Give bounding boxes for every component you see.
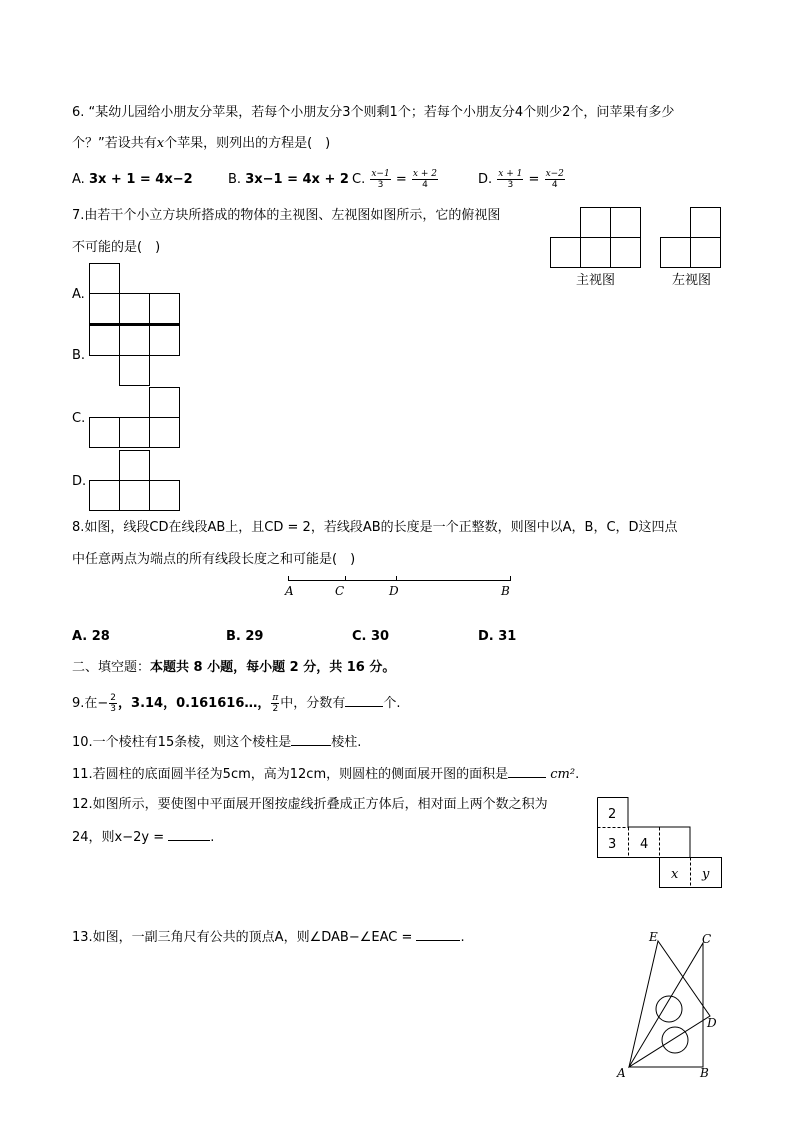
q7-options-figure (89, 263, 181, 513)
q7-front-view-label: 主视图 (576, 273, 616, 288)
q6-option-d (478, 168, 566, 192)
q11-text-a: 11.若圆柱的底面圆半径为5cm，高为12cm，则圆柱的侧面展开图的面积是 (72, 767, 509, 782)
q12-cube-net-figure (597, 797, 723, 889)
q6-line2-suffix: 个苹果，则列出的方程是( ) (164, 136, 331, 151)
q7-front-view-figure (550, 207, 642, 271)
q6-line1: 6. “某幼儿园给小朋友分苹果，若每个小朋友分3个则剩1个；若每个小朋友分4个则少2个，问苹果有多少 (72, 105, 675, 120)
q10 (72, 733, 361, 752)
q6-option-a (72, 171, 193, 189)
q6-option-d-frac2: $\frac{x-2}{4}$ (545, 169, 564, 190)
q12-cell-2: 2 (608, 807, 617, 822)
q12-cell-4: 4 (640, 837, 649, 852)
q8-point-c: C (335, 584, 345, 598)
q9-frac-pi-half: $\frac{\pi}{2}$ (272, 693, 279, 714)
q11-unit: cm² (550, 767, 576, 782)
q6-variable: x (156, 136, 165, 151)
q7-left-view-figure (660, 207, 722, 271)
q6-option-b (228, 171, 349, 189)
q13-label-a: A (617, 1066, 626, 1080)
q13-label-d: D (707, 1016, 717, 1030)
q9-text-a: 9.在− (72, 696, 109, 711)
q12-line2-end: . (210, 830, 215, 845)
q11-text-b: . (575, 767, 580, 782)
q7-option-b-label: B. (72, 348, 86, 363)
q8-option-a: A. 28 (72, 629, 110, 644)
q9-text-b: ，3.14，0.161616…， (118, 696, 271, 711)
q8-point-b: B (501, 584, 510, 598)
q6-option-a-label: A. (72, 172, 85, 187)
q7-option-d-label: D. (72, 474, 87, 489)
q8-option-b: B. 29 (226, 629, 264, 644)
q6-line2-prefix: 个？”若设共有 (72, 136, 157, 151)
q10-text-b: 棱柱. (331, 735, 362, 750)
q6-option-a-text: 3x + 1 = 4x−2 (88, 172, 193, 187)
q9 (72, 692, 400, 716)
q13-triangle-figure (612, 928, 722, 1083)
q13-label-b: B (700, 1066, 709, 1080)
q13-label-c: C (702, 932, 712, 946)
q6-option-c-label: C. (352, 172, 366, 187)
q13-answer-blank[interactable] (416, 928, 460, 941)
q6-option-d-frac1: $\frac{x + 1}{3}$ (498, 169, 523, 190)
q6-option-b-label: B. (228, 172, 242, 187)
section2-heading (72, 659, 395, 677)
q10-text-a: 10.一个棱柱有15条棱，则这个棱柱是 (72, 735, 292, 750)
q8-point-d: D (389, 584, 399, 598)
q8-line2: 中任意两点为端点的所有线段长度之和可能是( ) (72, 552, 356, 567)
q13-text-b: . (460, 930, 465, 945)
q11-answer-blank[interactable] (508, 765, 546, 778)
q12-line1: 12.如图所示，要使图中平面展开图按虚线折叠成正方体后，相对面上两个数之积为 (72, 797, 548, 812)
q7-line2: 不可能的是( ) (72, 240, 161, 255)
q6-line2 (72, 135, 330, 153)
q8-segment-figure (285, 574, 515, 600)
q6-option-b-text: 3x−1 = 4x + 2 (245, 172, 349, 187)
q6-option-c-eq: = (395, 172, 407, 187)
q12-line2 (72, 828, 214, 847)
q13-label-e: E (649, 930, 658, 944)
q7-option-a-label: A. (72, 287, 85, 302)
q8-option-d: D. 31 (478, 629, 517, 644)
section2-text: 本题共 8 小题，每小题 2 分，共 16 分。 (150, 660, 396, 675)
q12-cell-y: y (702, 867, 710, 882)
q13-text-a: 13.如图，一副三角尺有公共的顶点A，则∠DAB−∠EAC = (72, 930, 413, 945)
q6-option-c (352, 168, 439, 192)
q6-option-c-frac1: $\frac{x-1}{3}$ (371, 169, 390, 190)
q7-option-c-label: C. (72, 411, 86, 426)
q6-option-c-frac2: $\frac{x + 2}{4}$ (412, 169, 437, 190)
q9-text-c: 中，分数有 (280, 696, 346, 711)
q9-frac-two-thirds: $\frac{2}{3}$ (110, 693, 117, 714)
q10-answer-blank[interactable] (291, 733, 331, 746)
q12-cell-x: x (671, 867, 679, 882)
q12-answer-blank[interactable] (168, 828, 210, 841)
q12-cell-3: 3 (608, 837, 617, 852)
q11 (72, 765, 579, 784)
q6-option-d-label: D. (478, 172, 493, 187)
q8-line1: 8.如图，线段CD在线段AB上，且CD = 2，若线段AB的长度是一个正整数，则图中以A，B，C，D这四点 (72, 520, 678, 535)
q9-answer-blank[interactable] (345, 694, 383, 707)
q8-point-a: A (285, 584, 294, 598)
q7-left-view-label: 左视图 (672, 273, 712, 288)
q13 (72, 928, 465, 947)
section2-prefix: 二、填空题： (72, 660, 151, 675)
q9-text-d: 个. (383, 696, 401, 711)
q8-option-c: C. 30 (352, 629, 390, 644)
q6-option-d-eq: = (528, 172, 540, 187)
q12-line2-text: 24，则x−2y = (72, 830, 165, 845)
q7-line1: 7.由若干个小立方块所搭成的物体的主视图、左视图如图所示，它的俯视图 (72, 208, 501, 223)
